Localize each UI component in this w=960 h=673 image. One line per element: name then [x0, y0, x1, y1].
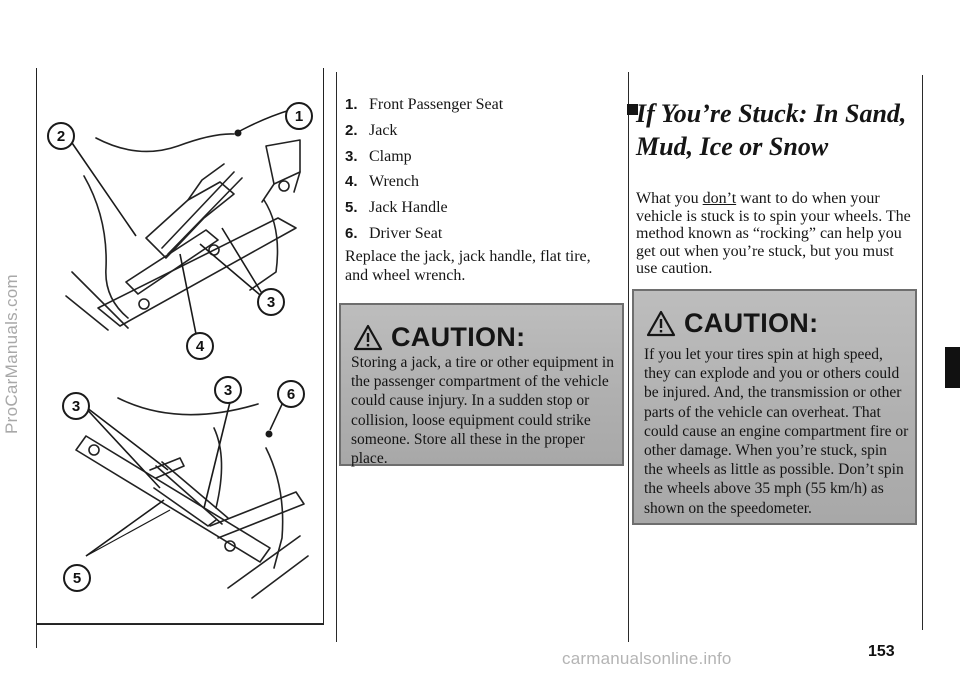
list-item-number: 2.	[345, 121, 358, 139]
caution-title: CAUTION:	[391, 321, 526, 352]
replace-instructions: Replace the jack, jack handle, flat tire, and wheel wrench.	[345, 248, 591, 284]
caution-text: If you let your tires spin at high speed, they can explode and you or others could be injured. And, the transmission or other parts of the vehicle can overheat. That could cause an engine compartment fire or other damage. When you’re stuck, spin the wheels as little as possible. Don’t spin the wheels above 35 mph (55 km/h) as shown on the speedometer.	[644, 346, 909, 517]
rule-center-left	[336, 72, 337, 642]
seat-cushion-upper	[96, 134, 234, 152]
list-item	[345, 93, 595, 119]
caution-header	[353, 319, 525, 355]
leader-1-dot	[235, 130, 241, 136]
leader-3d	[82, 404, 160, 488]
intro-text-start: What you	[636, 190, 703, 207]
list-item	[345, 145, 595, 171]
leader-3e	[204, 402, 230, 508]
list-item	[345, 222, 595, 248]
warning-triangle-icon	[353, 324, 383, 351]
jack-storage-illustration	[38, 68, 322, 620]
panel-upper-right	[250, 200, 278, 290]
seat-bracket-leg	[262, 172, 300, 202]
callout-5: 5	[72, 570, 82, 587]
list-item-label: Jack	[369, 121, 398, 139]
rule-center-right	[628, 72, 629, 642]
leader-1	[238, 110, 290, 132]
leader-5	[86, 500, 164, 556]
bottom-watermark: carmanualsonline.info	[562, 649, 732, 668]
caution-title: CAUTION:	[684, 307, 819, 338]
seat-bracket-upper	[266, 140, 300, 184]
list-item	[345, 196, 595, 222]
list-item-number: 1.	[345, 96, 358, 113]
jack-base	[126, 230, 218, 294]
leader-3a	[222, 228, 266, 300]
side-watermark: ProCarManuals.com	[2, 273, 21, 435]
caution-text: Storing a jack, a tire or other equipment in the passenger compartment of the vehicle could cause injury. In a sudden stop or collision, loose equipment could strike someone. Store all these in the proper place.	[351, 354, 614, 468]
callout-4: 4	[195, 338, 205, 355]
callout-3-lower-right: 3	[223, 382, 233, 399]
list-item-number: 6.	[345, 224, 358, 242]
list-item-label: Front Passenger Seat	[369, 96, 504, 113]
list-item-label: Clamp	[369, 147, 412, 165]
intro-emphasis: don’t	[702, 190, 737, 207]
list-item	[345, 119, 595, 145]
leader-3b	[200, 244, 266, 300]
callout-2: 2	[56, 128, 66, 145]
caution-box-stuck	[632, 289, 917, 525]
callout-6: 6	[286, 386, 296, 403]
callout-3-upper: 3	[266, 294, 276, 311]
list-item	[345, 170, 595, 196]
bolt-upper-left	[139, 299, 149, 309]
leader-5b	[86, 510, 170, 556]
warning-triangle-icon	[646, 310, 676, 337]
list-item-label: Jack Handle	[369, 199, 448, 217]
section-edge-tab	[945, 347, 960, 388]
floor-edge-upper	[66, 272, 128, 330]
list-item-label: Driver Seat	[369, 224, 443, 242]
floor-edge-lower	[228, 536, 308, 598]
caution-box-storage	[339, 303, 624, 466]
callout-3-lower-left: 3	[71, 398, 81, 415]
list-item-number: 3.	[345, 147, 358, 165]
callout-1: 1	[294, 108, 304, 125]
section-title: If You’re Stuck: In Sand, Mud, Ice or Snow	[636, 99, 907, 161]
rule-right	[922, 75, 923, 630]
page-number: 153	[868, 643, 895, 660]
section-intro	[636, 190, 918, 278]
bolt-upper-right	[279, 181, 289, 191]
bolt-lower-left	[89, 445, 99, 455]
leader-2	[70, 140, 136, 236]
list-item-number: 5.	[345, 199, 358, 217]
list-item-number: 4.	[345, 173, 358, 191]
parts-list	[345, 93, 595, 248]
caution-header	[646, 305, 818, 341]
intro-text-end: want to do when your vehicle is stuck is to spin your wheels. The method known as “rocking” can help you get out when you’re stuck, but you must use caution.	[636, 190, 911, 278]
leader-6-dot	[266, 431, 272, 437]
list-item-label: Wrench	[369, 173, 419, 191]
leader-4	[180, 254, 198, 344]
